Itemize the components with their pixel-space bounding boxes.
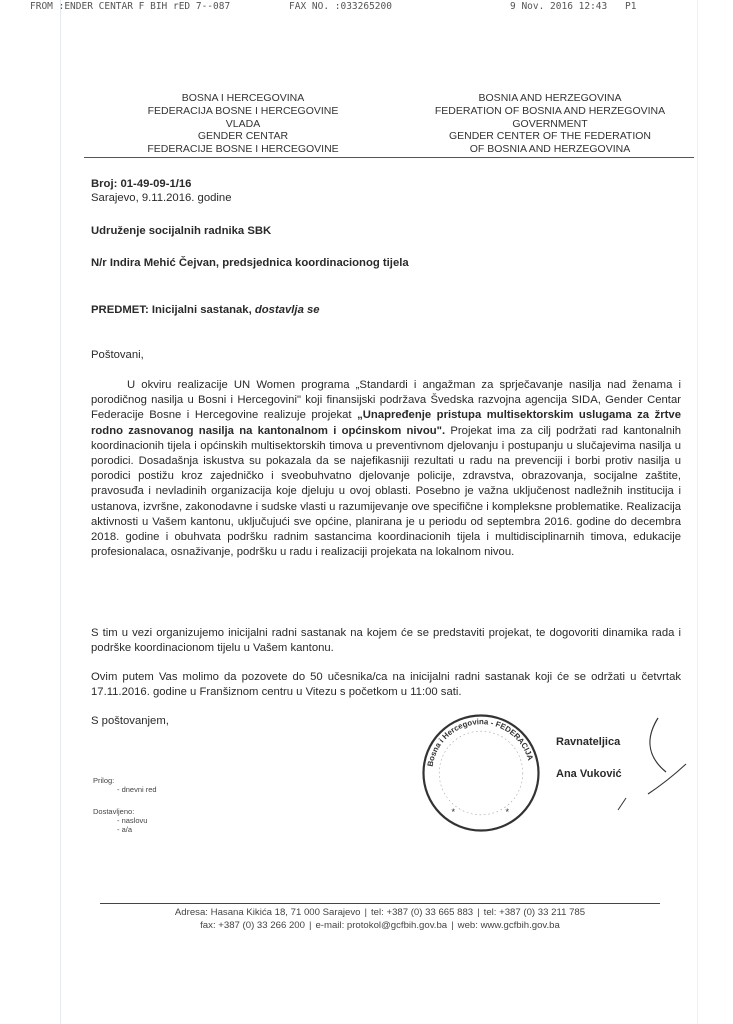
footer-email[interactable]: e-mail: protokol@gcfbih.gov.ba [315, 919, 448, 931]
letterhead-divider [84, 157, 694, 158]
footer-divider [100, 903, 660, 904]
place-date: Sarajevo, 9.11.2016. godine [91, 192, 232, 204]
letterhead-line: VLADA [225, 117, 261, 130]
closing: S poštovanjem, [91, 715, 169, 727]
scan-edge-line [60, 0, 61, 1024]
official-stamp-icon [420, 712, 542, 834]
delivered-item: - naslovu [117, 816, 148, 825]
letterhead-line: FEDERACIJE BOSNE I HERCEGOVINE [147, 143, 339, 156]
letterhead-line: OF BOSNIA AND HERZEGOVINA [469, 143, 631, 156]
svg-text:Bosna i Hercegovina - FEDERACI [426, 717, 536, 767]
letterhead-line: GOVERNMENT [512, 117, 588, 130]
fax-number: FAX NO. :033265200 [289, 1, 392, 12]
recipient-attention: N/r Indira Mehić Čejvan, predsjednica koordinacionog tijela [91, 257, 409, 269]
delivered-block [93, 807, 147, 834]
attachment-item: - dnevni red [117, 785, 157, 794]
subject-label: PREDMET: [91, 304, 149, 316]
footer-tel-2: tel: +387 (0) 33 211 785 [483, 907, 586, 918]
body-p1-rest: Projekat ima za cilj podržati rad kantonalnih koordinacionih tijela i općinskih multisektorskih timova u preventivnom djelovanju i postupanju u slučajevima nasilja u porodici. Dosadašnja iskustva su pokazala da se najefikasniji rezultati u radu na prevenciji i borbi protiv nasilja u porodici postižu kroz zajedničko i sveobuhvatno djelovanje policije, zdravstva, obrazovanja, socijalne zaštite, pravosuđa i nevladinih organizacija koje djeluju u ovoj oblasti. Posebno je važna uključenost nadležnih institucija i ustanova, izvršne, zakonodavne i sudske vlasti u razumijevanje ove specifične i kompleksne problematike. Realizacija aktivnosti u Vašem kantonu, uključujući sve općine, planirana je u periodu od septembra 2016. godine do decembra 2018. godine i obuhvata podršku radnim sastancima koordinacionih tijela i multidisciplinarnih timova, edukacije profesionalaca, osnaživanje, podršku u radu i realizaciji projekata na lokalnom nivou. [91, 424, 681, 559]
footer-separator: | [364, 907, 367, 918]
body-paragraph-2: S tim u vezi organizujemo inicijalni radni sastanak na kojem će se predstaviti projekat, te dogovoriti dinamika rada i podrške koordinacionom tijelu u Vašem kantonu. [91, 627, 681, 655]
subject-line [91, 303, 681, 318]
footer-tel-1: tel: +387 (0) 33 665 883 [371, 907, 474, 918]
fax-from: FROM :ENDER CENTAR F BIH rED 7--087 [30, 1, 231, 12]
signatory-name: Ana Vuković [556, 768, 622, 780]
subject-italic: dostavlja se [254, 304, 320, 316]
footer-fax: fax: +387 (0) 33 266 200 [200, 919, 305, 931]
footer-contacts [100, 907, 660, 932]
letterhead-line: FEDERACIJA BOSNE I HERCEGOVINE [147, 104, 339, 117]
body-p1-intro: U okviru realizacije UN Women programa „Standardi i angažman za sprječavanje nasilja nad ženama i porodičnog nasilja u Bosni i Hercegovini" koji finansijski podržava Švedska razvojna agencija SIDA, Gender Centar Federacije Bosne i Hercegovine realizuje projekat [91, 379, 681, 422]
delivered-item: - a/a [117, 825, 133, 834]
footer-separator: | [451, 919, 454, 931]
stamp-text: Bosna i Hercegovina - FEDERACIJA [425, 717, 536, 768]
letterhead-bosnian [84, 92, 402, 156]
letterhead-line: BOSNIA AND HERZEGOVINA [478, 92, 622, 104]
svg-text:*: * [505, 806, 510, 818]
body-paragraph-3: Ovim putem Vas molimo da pozovete do 50 učesnika/ca na inicijalni radni sastanak koji će se održati u četvrtak 17.11.2016. godine u Franšiznom centru u Vitezu s početkom u 11:00 sati. [91, 671, 681, 699]
footer-line-2 [100, 920, 660, 933]
footer-separator: | [308, 919, 312, 931]
svg-text:*: * [451, 806, 456, 818]
subject-text: Inicijalni sastanak, [151, 304, 252, 316]
footer-web[interactable]: web: www.gcfbih.gov.ba [457, 919, 560, 931]
signatory-title: Ravnateljica [556, 736, 621, 748]
footer-address: Adresa: Hasana Kikića 18, 71 000 Sarajevo [174, 907, 361, 918]
delivered-label: Dostavljeno: [93, 807, 135, 816]
fax-page: P1 [625, 1, 637, 12]
letterhead-line: BOSNA I HERCEGOVINA [181, 92, 305, 104]
reference-number: Broj: 01-49-09-1/16 [91, 178, 192, 190]
project-title: „Unapređenje pristupa multisektorskim uslugama za žrtve rodno zasnovanog nasilja na kantonalnom i općinskom nivou". [91, 409, 681, 437]
letterhead-english [405, 92, 695, 156]
attachments-label: Prilog: [93, 776, 115, 785]
letterhead-line: FEDERATION OF BOSNIA AND HERZEGOVINA [434, 104, 666, 117]
attachments-block [93, 776, 157, 794]
salutation: Poštovani, [91, 349, 144, 361]
letterhead-line: GENDER CENTER OF THE FEDERATION [448, 130, 652, 143]
fax-transmission-header [0, 0, 733, 14]
letterhead-line: GENDER CENTAR [197, 130, 289, 143]
handwritten-signature-icon [548, 714, 688, 814]
footer-line-1 [100, 907, 660, 920]
recipient-organization: Udruženje socijalnih radnika SBK [91, 225, 272, 237]
body-paragraph-1 [91, 378, 681, 560]
footer-separator: | [477, 907, 480, 918]
scan-edge-line-right [697, 0, 698, 1024]
fax-datetime: 9 Nov. 2016 12:43 [510, 1, 608, 12]
